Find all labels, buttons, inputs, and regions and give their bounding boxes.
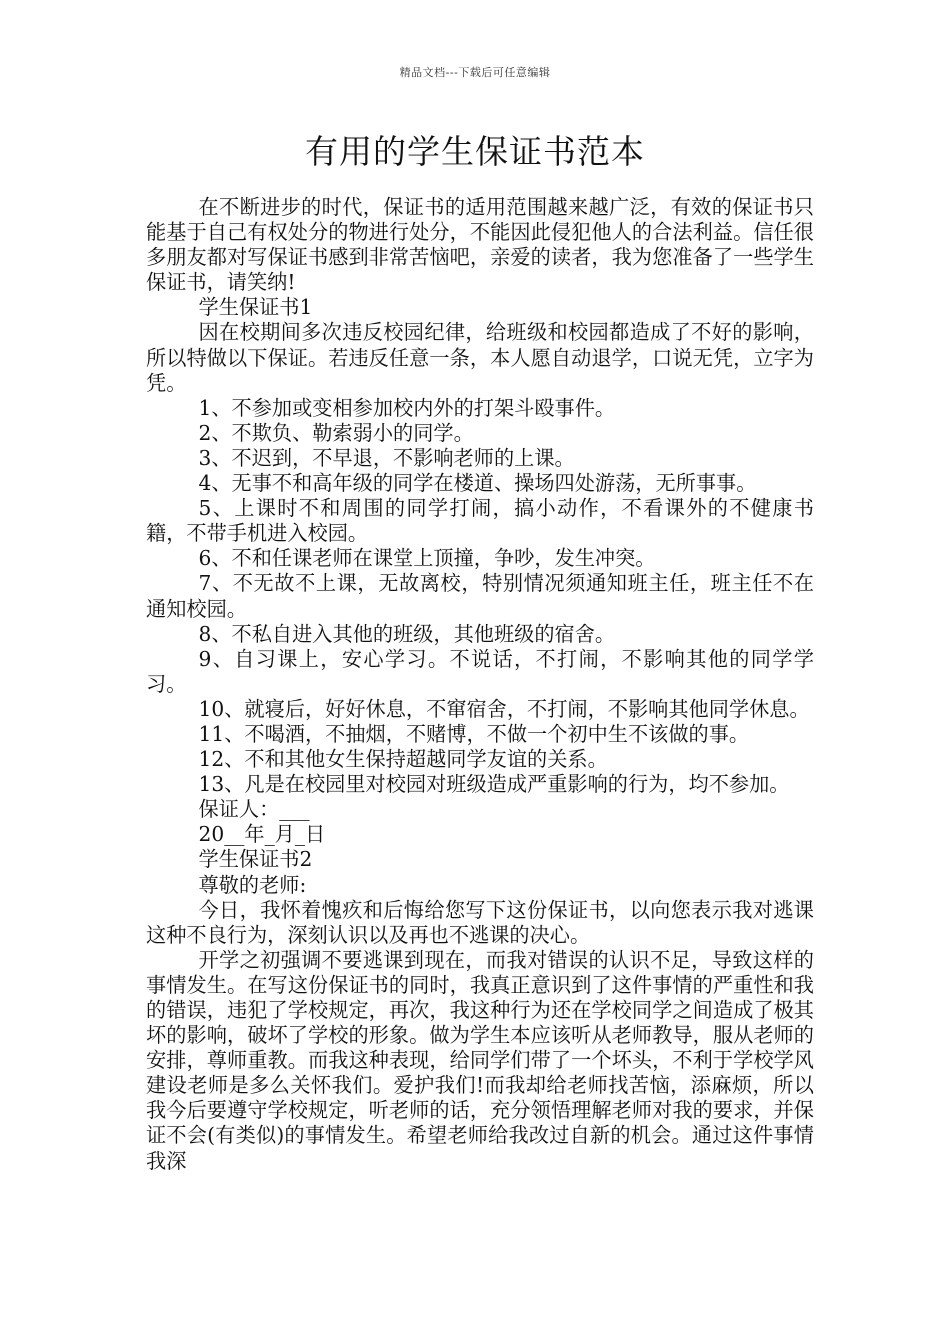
list-item: 3、不迟到，不早退，不影响老师的上课。 [198,445,575,470]
paragraph: 因在校期间多次违反校园纪律，给班级和校园都造成了不好的影响，所以特做以下保证。若违反任意一条，本人愿自动退学，口说无凭，立字为凭。 [146,320,814,395]
section-heading-2: 学生保证书2 [198,847,313,872]
list-item: 1、不参加或变相参加校内外的打架斗殴事件。 [198,395,616,420]
document-title: 有用的学生保证书范本 [305,132,645,171]
list-item: 5、上课时不和周围的同学打闹，搞小动作，不看课外的不健康书籍，不带手机进入校园。 [146,496,814,546]
list-item: 11、不喝酒，不抽烟，不赌博，不做一个初中生不该做的事。 [198,721,750,746]
list-item: 8、不私自进入其他的班级，其他班级的宿舍。 [198,621,616,646]
list-item: 4、无事不和高年级的同学在楼道、操场四处游荡，无所事事。 [198,471,757,496]
list-item: 6、不和任课老师在课堂上顶撞，争吵，发生冲突。 [198,546,656,571]
paragraph-intro: 在不断进步的时代，保证书的适用范围越来越广泛，有效的保证书只能基于自己有权处分的物进行处分，不能因此侵犯他人的合法利益。信任很多朋友都对写保证书感到非常苦恼吧，亲爱的读者，我为您准备了一些学生保证书，请笑纳! [146,195,814,295]
header-note: 精品文档---下载后可任意编辑 [399,66,551,79]
list-item: 7、不无故不上课，无故离校，特别情况须通知班主任，班主任不在通知校园。 [146,571,814,621]
signature-line: 保证人：___ [198,797,310,822]
paragraph: 今日，我怀着愧疚和后悔给您写下这份保证书，以向您表示我对逃课这种不良行为，深刻认识以及再也不逃课的决心。 [146,897,814,947]
list-item: 12、不和其他女生保持超越同学友谊的关系。 [198,747,608,772]
list-item: 10、就寝后，好好休息，不窜宿舍，不打闹，不影响其他同学休息。 [198,696,810,721]
date-line: 20__年_月_日 [198,822,326,847]
section-heading-1: 学生保证书1 [198,295,313,320]
document-body [146,195,814,1174]
paragraph: 开学之初强调不要逃课到现在，而我对错误的认识不足，导致这样的事情发生。在写这份保证书的同时，我真正意识到了这件事情的严重性和我的错误，违犯了学校规定，再次，我这种行为还在学校同学之间造成了极其坏的影响，破坏了学校的形象。做为学生本应该听从老师教导，服从老师的安排，尊师重教。而我这种表现，给同学们带了一个坏头，不利于学校学风建设老师是多么关怀我们。爱护我们!而我却给老师找苦恼，添麻烦，所以我今后要遵守学校规定，听老师的话，充分领悟理解老师对我的要求，并保证不会(有类似)的事情发生。希望老师给我改过自新的机会。通过这件事情我深 [146,947,814,1173]
list-item: 9、自习课上，安心学习。不说话，不打闹，不影响其他的同学学习。 [146,646,814,696]
list-item: 13、凡是在校园里对校园对班级造成严重影响的行为，均不参加。 [198,772,790,797]
list-item: 2、不欺负、勒索弱小的同学。 [198,420,474,445]
salutation: 尊敬的老师: [198,872,307,897]
